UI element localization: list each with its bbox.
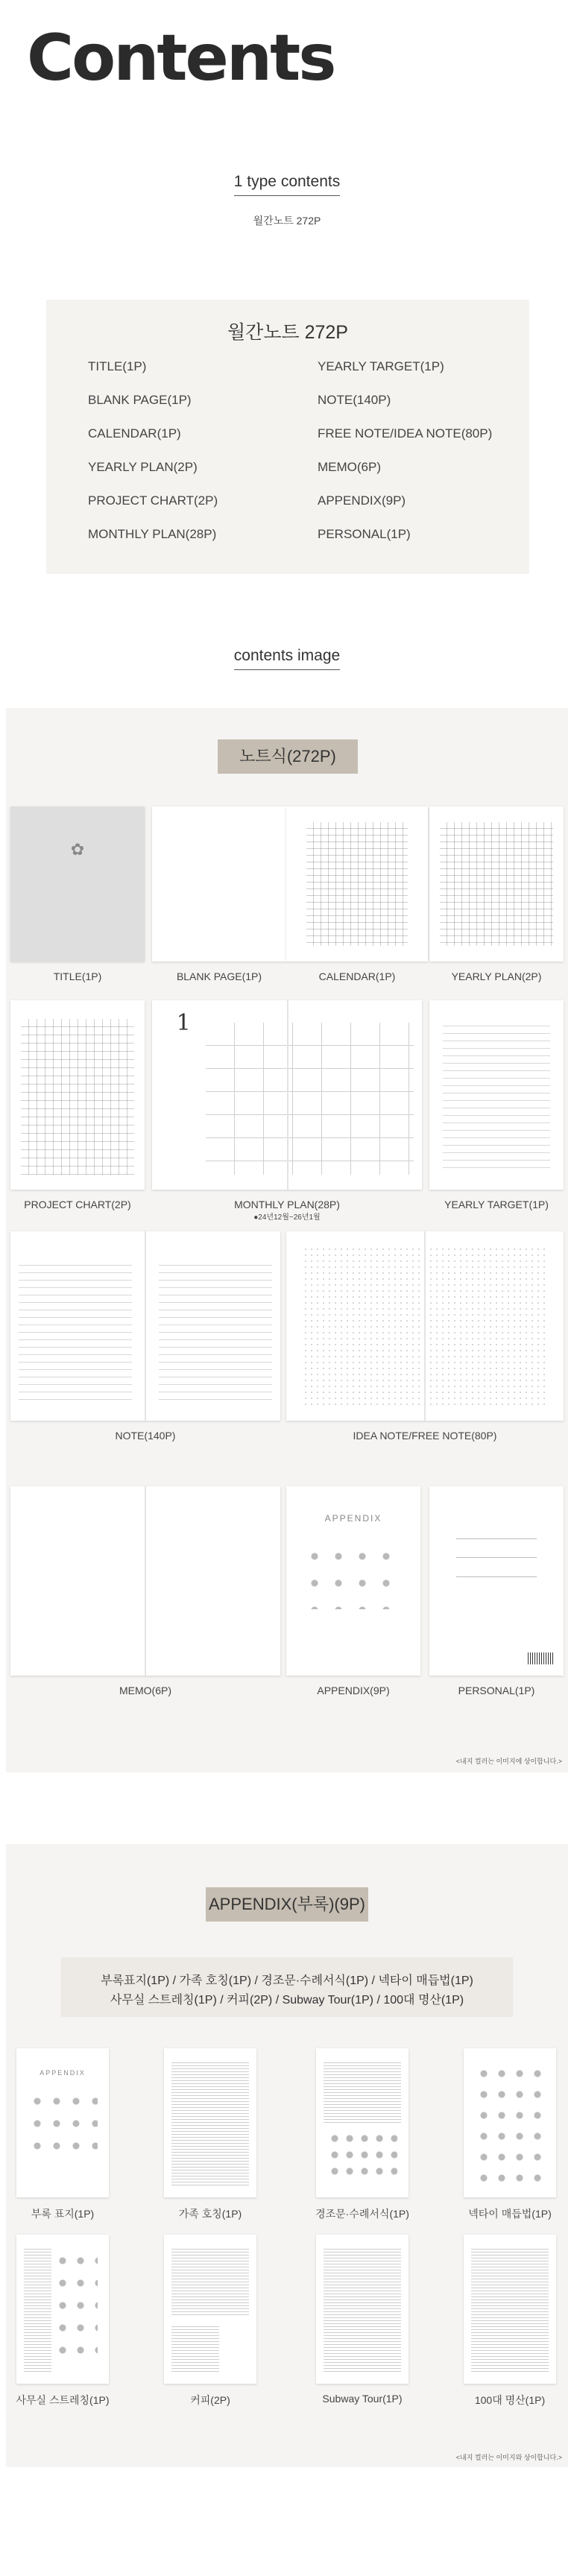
subway-thumb bbox=[316, 2235, 409, 2384]
text-table-icon bbox=[324, 2060, 401, 2123]
caption-idea-note: IDEA NOTE/FREE NOTE(80P) bbox=[353, 1430, 497, 1442]
project-chart-grid-icon bbox=[21, 1019, 133, 1174]
page-spine bbox=[424, 1231, 426, 1421]
yearly-target-thumb bbox=[429, 1000, 564, 1190]
contents-item: MEMO(6P) bbox=[318, 460, 381, 474]
contents-item: MONTHLY PLAN(28P) bbox=[88, 527, 217, 541]
contents-item: BLANK PAGE(1P) bbox=[88, 393, 192, 407]
monthly-plan-thumb bbox=[152, 1000, 422, 1190]
personal-lines-icon bbox=[456, 1532, 537, 1539]
text-table-icon bbox=[471, 2247, 549, 2372]
caption-project-chart: PROJECT CHART(2P) bbox=[24, 1199, 131, 1210]
stretching-thumb bbox=[16, 2235, 109, 2384]
appendix-tag: APPENDIX(부록)(9P) bbox=[206, 1887, 368, 1922]
page-spine bbox=[145, 1486, 146, 1676]
yearly-plan-thumb bbox=[429, 806, 564, 962]
contents-item: YEARLY TARGET(1P) bbox=[318, 359, 444, 373]
memo-thumb bbox=[10, 1486, 280, 1676]
page-spine bbox=[287, 1000, 288, 1190]
barcode-icon bbox=[528, 1652, 553, 1664]
text-table-icon bbox=[171, 2060, 249, 2185]
appendix-cover-thumb bbox=[16, 2048, 109, 2197]
appendix-caption: 가족 호칭(1P) bbox=[178, 2208, 242, 2220]
page-spine bbox=[145, 1231, 146, 1421]
personal-lines-icon bbox=[456, 1570, 537, 1577]
caption-yearly-target: YEARLY TARGET(1P) bbox=[444, 1199, 549, 1210]
section-heading-images bbox=[0, 647, 574, 670]
stretching-figures-icon bbox=[54, 2250, 98, 2369]
appendix-caption: 넥타이 매듭법(1P) bbox=[468, 2208, 552, 2220]
monthly-plan-grid-icon bbox=[206, 1023, 414, 1174]
blank-page-thumb bbox=[152, 806, 286, 962]
color-footnote: <내지 컬러는 이미지에 상이합니다.> bbox=[455, 1758, 562, 1765]
appendix-list-line: 부록표지(1P) / 가족 호칭(1P) / 경조문·수례서식(1P) / 넥타이 매듭법(1P) bbox=[101, 1974, 473, 1987]
condolence-thumb bbox=[316, 2048, 409, 2197]
caption-title: TITLE(1P) bbox=[53, 970, 102, 982]
cover-figures-icon bbox=[28, 2090, 98, 2153]
caption-personal: PERSONAL(1P) bbox=[458, 1685, 535, 1696]
appendix-caption: 커피(2P) bbox=[190, 2394, 230, 2406]
caption-blank: BLANK PAGE(1P) bbox=[176, 970, 262, 982]
calendar-grid-icon bbox=[306, 822, 409, 946]
appendix-caption: 사무실 스트레칭(1P) bbox=[16, 2394, 110, 2406]
appendix-list-box bbox=[61, 1957, 513, 2017]
family-title-thumb bbox=[164, 2048, 256, 2197]
caption-note: NOTE(140P) bbox=[115, 1430, 176, 1442]
contents-item: NOTE(140P) bbox=[318, 393, 391, 407]
caption-appendix: APPENDIX(9P) bbox=[317, 1685, 390, 1696]
forms-icon bbox=[327, 2130, 397, 2182]
section-heading-images-text: contents image bbox=[234, 647, 340, 670]
project-chart-thumb bbox=[10, 1000, 145, 1190]
contents-item: TITLE(1P) bbox=[88, 359, 147, 373]
note-pages-panel bbox=[6, 708, 568, 1772]
text-table-icon bbox=[324, 2247, 401, 2372]
title-page-thumb bbox=[10, 806, 145, 962]
idea-note-thumb bbox=[286, 1231, 564, 1421]
appendix-footnote: <내지 컬러는 이미지와 상이합니다.> bbox=[455, 2454, 562, 2461]
contents-item: YEARLY PLAN(2P) bbox=[88, 460, 198, 474]
caption-monthly-plan: MONTHLY PLAN(28P) bbox=[234, 1199, 340, 1210]
caption-calendar: CALENDAR(1P) bbox=[318, 970, 396, 982]
appendix-caption: 100대 명산(1P) bbox=[474, 2394, 546, 2406]
coffee-thumb bbox=[164, 2235, 256, 2384]
yearly-target-lines-icon bbox=[443, 1019, 550, 1170]
appendix-cover-word: APPENDIX bbox=[40, 2069, 86, 2077]
caption-yearly-plan: YEARLY PLAN(2P) bbox=[451, 970, 542, 982]
contents-left-column bbox=[88, 359, 218, 561]
appendix-figures-icon bbox=[303, 1543, 405, 1609]
appendix-thumb bbox=[286, 1486, 420, 1676]
note-type-tag: 노트식(272P) bbox=[218, 739, 358, 774]
note-lines-left-icon bbox=[19, 1258, 132, 1402]
contents-item: PERSONAL(1P) bbox=[318, 527, 411, 541]
page-title: Contents bbox=[27, 21, 335, 95]
contents-item: FREE NOTE/IDEA NOTE(80P) bbox=[318, 426, 493, 441]
appendix-caption: Subway Tour(1P) bbox=[322, 2393, 403, 2405]
appendix-list-line: 사무실 스트레칭(1P) / 커피(2P) / Subway Tour(1P) / 100대 명산(1P) bbox=[110, 1994, 464, 2007]
calendar-page-thumb bbox=[286, 806, 428, 962]
caption-monthly-plan-sub: ●24년12월~26년1월 bbox=[253, 1213, 321, 1222]
logo-icon: ✿ bbox=[70, 840, 85, 859]
contents-right-column bbox=[318, 359, 492, 561]
contents-item: CALENDAR(1P) bbox=[88, 426, 181, 441]
note-thumb bbox=[10, 1231, 280, 1421]
section-subtitle: 월간노트 272P bbox=[253, 215, 321, 227]
contents-list-title: 월간노트 272P bbox=[227, 322, 348, 343]
personal-thumb bbox=[429, 1486, 564, 1676]
mountains-thumb bbox=[464, 2235, 556, 2384]
personal-lines-icon bbox=[456, 1550, 537, 1558]
yearly-plan-grid-icon bbox=[440, 822, 552, 946]
caption-memo: MEMO(6P) bbox=[119, 1685, 171, 1696]
appendix-cover-word: APPENDIX bbox=[324, 1512, 382, 1524]
necktie-figures-icon bbox=[475, 2063, 545, 2182]
text-table-icon bbox=[171, 2247, 249, 2317]
contents-item: APPENDIX(9P) bbox=[318, 493, 406, 508]
section-heading-type bbox=[0, 173, 574, 196]
contents-item: PROJECT CHART(2P) bbox=[88, 493, 218, 508]
text-table-icon bbox=[171, 2324, 220, 2372]
text-table-icon bbox=[24, 2247, 51, 2372]
appendix-caption: 경조문·수례서식(1P) bbox=[315, 2208, 409, 2220]
contents-list-box bbox=[46, 300, 529, 574]
note-lines-right-icon bbox=[159, 1258, 272, 1402]
section-heading-type-text: 1 type contents bbox=[234, 173, 340, 196]
month-number: 1 bbox=[176, 1009, 191, 1036]
necktie-thumb bbox=[464, 2048, 556, 2197]
appendix-caption: 부록 표지(1P) bbox=[31, 2208, 95, 2220]
